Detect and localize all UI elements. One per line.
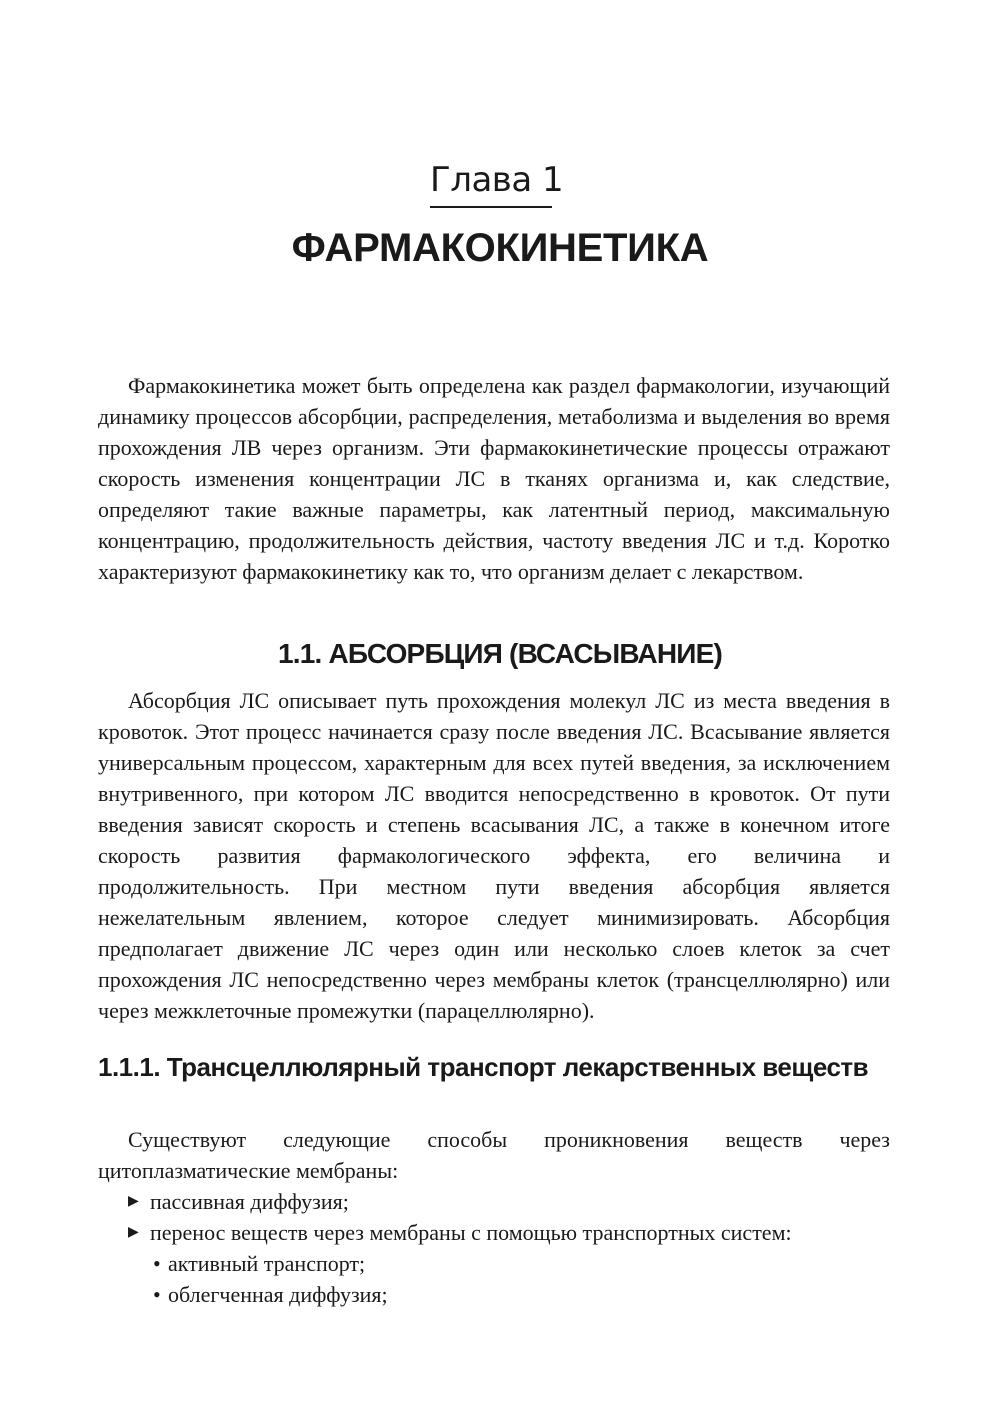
dot-bullet-icon: • (153, 1251, 161, 1276)
dot-bullet-icon: • (153, 1282, 161, 1307)
sub-list-item (98, 1248, 890, 1279)
section-heading-absorption: 1.1. АБСОРБЦИЯ (ВСАСЫВАНИЕ) (278, 638, 722, 669)
absorption-paragraph: Абсорбция ЛС описывает путь прохождения молекул ЛС из места введения в кровоток. Этот процесс начинается сразу после введения ЛС. Всасывание является универсальным процессом, характерным для всех путей введения, за исключением внутривенного, при котором ЛС вводится непосредственно в кровоток. От пути введения зависят скорость и степень всасывания ЛС, а также в конечном итоге скорость развития фармакологического эффекта, его величина и продолжительность. При местном пути введения абсорбция является нежелательным явлением, которое следует минимизировать. Абсорбция предполагает движение ЛС через один или несколько слоев клеток за счет прохождения ЛС непосредственно через мембраны клеток (трансцеллюлярно) или через межклеточные промежутки (парацеллюлярно). (98, 688, 890, 1023)
sub-list-item-text: активный транспорт; (168, 1251, 366, 1276)
list-item (98, 1217, 890, 1248)
sub-list-item-text: облегченная диффузия; (168, 1282, 388, 1307)
transport-intro-paragraph: Существуют следующие способы проникновения веществ через цитоплазматические мембраны: (98, 1127, 890, 1183)
intro-paragraph: Фармакокинетика может быть определена как раздел фармакологии, изучающий динамику процессов абсорбции, распределения, метаболизма и выделения во время прохождения ЛВ через организм. Эти фармакокинетические процессы отражают скорость изменения концентрации ЛС в тканях организма и, как следствие, определяют такие важные параметры, как латентный период, максимальную концентрацию, продолжительность действия, частоту введения ЛС и т.д. Коротко характеризуют фармакокинетику как то, что организм делает с лекарством. (98, 373, 890, 584)
sub-list-item (98, 1279, 890, 1310)
subsection-heading-transcellular: 1.1.1. Трансцеллюлярный транспорт лекарственных веществ (98, 1052, 869, 1082)
transport-methods-list (98, 1186, 890, 1310)
list-item-text: пассивная диффузия; (150, 1189, 349, 1214)
triangle-bullet-icon: ▶ (128, 1225, 139, 1240)
triangle-bullet-icon: ▶ (128, 1194, 139, 1209)
chapter-title: ФАРМАКОКИНЕТИКА (291, 226, 709, 270)
chapter-rule (430, 206, 552, 208)
list-item-text: перенос веществ через мембраны с помощью транспортных систем: (150, 1220, 792, 1245)
list-item (98, 1186, 890, 1217)
chapter-label: Глава 1 (430, 160, 564, 200)
